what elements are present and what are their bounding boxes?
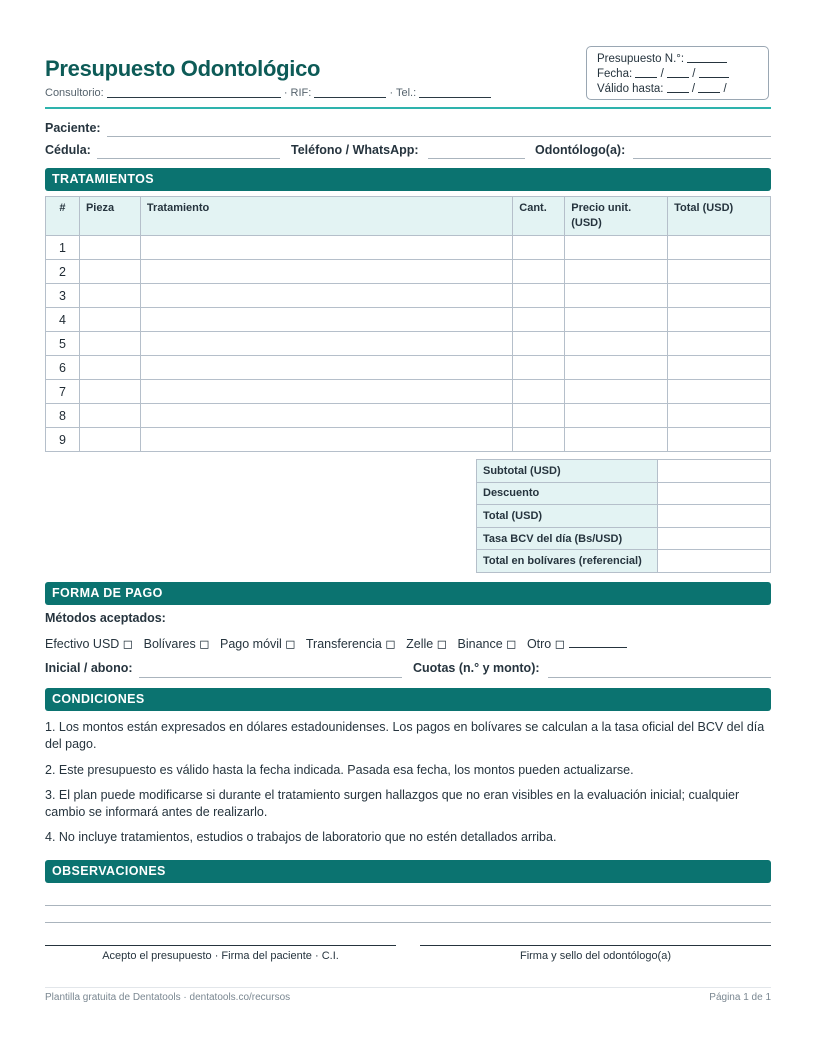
footer-credit: Plantilla gratuita de Dentatools · dentatools.co/recursos	[45, 992, 291, 1003]
tooth-cell[interactable]	[79, 308, 140, 332]
footer-divider	[45, 987, 771, 988]
total-cell[interactable]	[668, 284, 771, 308]
patient-signature-line[interactable]	[45, 945, 396, 946]
tel-field[interactable]	[419, 87, 491, 98]
totals-value-cell[interactable]	[658, 460, 771, 483]
table-row	[46, 332, 771, 356]
budget-number-label: Presupuesto N.°:	[597, 53, 685, 65]
tooth-cell[interactable]	[79, 284, 140, 308]
totals-row	[477, 505, 771, 528]
consultorio-field[interactable]	[107, 87, 281, 98]
row-number: 6	[46, 356, 80, 380]
row-number: 7	[46, 380, 80, 404]
quantity-cell[interactable]	[513, 404, 565, 428]
date-year-field[interactable]	[699, 67, 729, 78]
quantity-cell[interactable]	[513, 260, 565, 284]
tooth-cell[interactable]	[79, 428, 140, 452]
quantity-cell[interactable]	[513, 236, 565, 260]
treatment-cell[interactable]	[140, 308, 512, 332]
unit-price-cell[interactable]	[565, 380, 668, 404]
tooth-cell[interactable]	[79, 236, 140, 260]
installments-field[interactable]	[548, 676, 771, 678]
unit-price-cell[interactable]	[565, 236, 668, 260]
quantity-cell[interactable]	[513, 380, 565, 404]
quantity-cell[interactable]	[513, 332, 565, 356]
clinic-info-line	[45, 87, 491, 99]
date-month-field[interactable]	[667, 67, 689, 78]
patient-phone-label: Teléfono / WhatsApp:	[291, 143, 419, 157]
dentist-label: Odontólogo(a):	[535, 143, 626, 157]
observations-line[interactable]	[45, 921, 771, 923]
totals-label: Total en bolívares (referencial)	[477, 550, 658, 573]
row-number: 8	[46, 404, 80, 428]
unit-price-cell[interactable]	[565, 308, 668, 332]
patient-name-label: Paciente:	[45, 121, 101, 135]
totals-value-cell[interactable]	[658, 505, 771, 528]
treatment-cell[interactable]	[140, 332, 512, 356]
observations-line[interactable]	[45, 904, 771, 906]
patient-id-label: Cédula:	[45, 143, 91, 157]
quantity-cell[interactable]	[513, 308, 565, 332]
treatment-cell[interactable]	[140, 380, 512, 404]
payment-methods-list	[45, 636, 627, 651]
totals-label: Descuento	[477, 482, 658, 505]
patient-signature-label: Acepto el presupuesto · Firma del paciente · C.I.	[102, 950, 339, 962]
budget-page	[45, 0, 771, 1056]
date-separator: /	[692, 68, 696, 80]
method-other-field[interactable]	[569, 637, 627, 648]
table-row	[46, 356, 771, 380]
tooth-cell[interactable]	[79, 404, 140, 428]
method-cash-usd[interactable]: Efectivo USD ◻	[45, 637, 134, 651]
page-title: Presupuesto Odontológico	[45, 56, 321, 81]
treatments-table	[45, 196, 771, 452]
totals-row	[477, 482, 771, 505]
date-separator: /	[660, 68, 664, 80]
method-zelle[interactable]: Zelle ◻	[406, 637, 448, 651]
totals-value-cell[interactable]	[658, 527, 771, 550]
observations-section-header: OBSERVACIONES	[45, 860, 771, 883]
col-tooth: Pieza	[79, 197, 140, 236]
unit-price-cell[interactable]	[565, 428, 668, 452]
unit-price-cell[interactable]	[565, 356, 668, 380]
treatments-section-header: TRATAMIENTOS	[45, 168, 771, 191]
date-label: Fecha:	[597, 68, 633, 80]
tooth-cell[interactable]	[79, 260, 140, 284]
treatment-cell[interactable]	[140, 284, 512, 308]
totals-value-cell[interactable]	[658, 482, 771, 505]
patient-phone-field[interactable]	[428, 157, 525, 159]
method-pago-movil[interactable]: Pago móvil ◻	[220, 637, 296, 651]
patient-id-field[interactable]	[97, 157, 280, 159]
table-row	[46, 404, 771, 428]
treatment-cell[interactable]	[140, 260, 512, 284]
payment-section-header: FORMA DE PAGO	[45, 582, 771, 605]
total-cell[interactable]	[668, 260, 771, 284]
treatment-cell[interactable]	[140, 428, 512, 452]
total-cell[interactable]	[668, 404, 771, 428]
table-row	[46, 308, 771, 332]
tooth-cell[interactable]	[79, 332, 140, 356]
col-total: Total (USD)	[668, 197, 771, 236]
totals-table	[476, 459, 771, 573]
valid-month-field[interactable]	[698, 82, 720, 93]
totals-row	[477, 527, 771, 550]
date-day-field[interactable]	[635, 67, 657, 78]
tooth-cell[interactable]	[79, 356, 140, 380]
totals-row	[477, 460, 771, 483]
patient-name-field[interactable]	[107, 135, 771, 137]
total-cell[interactable]	[668, 428, 771, 452]
col-quantity: Cant.	[513, 197, 565, 236]
table-row	[46, 236, 771, 260]
totals-label: Subtotal (USD)	[477, 460, 658, 483]
table-row	[46, 260, 771, 284]
totals-row	[477, 550, 771, 573]
totals-label: Total (USD)	[477, 505, 658, 528]
tel-label: · Tel.:	[389, 87, 417, 99]
row-number: 1	[46, 236, 80, 260]
col-unit-price: Precio unit. (USD)	[565, 197, 668, 236]
dentist-signature-label: Firma y sello del odontólogo(a)	[519, 950, 672, 962]
condition-item: 3. El plan puede modificarse si durante el tratamiento surgen hallazgos que no eran visibles en la evaluación inicial; cualquier cambio se informará antes de realizarlo.	[45, 788, 740, 819]
valid-day-field[interactable]	[667, 82, 689, 93]
col-treatment: Tratamiento	[140, 197, 512, 236]
condition-item: 1. Los montos están expresados en dólares estadounidenses. Los pagos en bolívares se calculan a la tasa oficial del BCV del día del pago.	[45, 720, 765, 751]
condition-item: 2. Este presupuesto es válido hasta la fecha indicada. Pasada esa fecha, los montos pueden actualizarse.	[45, 763, 634, 777]
row-number: 2	[46, 260, 80, 284]
consultorio-label: Consultorio:	[45, 87, 104, 99]
totals-value-cell[interactable]	[658, 550, 771, 573]
method-binance[interactable]: Binance ◻	[457, 637, 517, 651]
total-cell[interactable]	[668, 236, 771, 260]
table-row	[46, 428, 771, 452]
col-number: #	[46, 197, 80, 236]
row-number: 3	[46, 284, 80, 308]
valid-until-label: Válido hasta:	[597, 83, 664, 95]
total-cell[interactable]	[668, 380, 771, 404]
down-payment-label: Inicial / abono:	[45, 661, 133, 675]
method-other[interactable]: Otro ◻	[526, 637, 566, 651]
method-transfer[interactable]: Transferencia ◻	[305, 637, 396, 651]
unit-price-cell[interactable]	[565, 404, 668, 428]
rif-label: · RIF:	[283, 87, 312, 99]
quantity-cell[interactable]	[513, 356, 565, 380]
table-row	[46, 284, 771, 308]
treatment-cell[interactable]	[140, 404, 512, 428]
quantity-cell[interactable]	[513, 284, 565, 308]
unit-price-cell[interactable]	[565, 284, 668, 308]
row-number: 4	[46, 308, 80, 332]
row-number: 5	[46, 332, 80, 356]
treatment-cell[interactable]	[140, 356, 512, 380]
total-cell[interactable]	[668, 356, 771, 380]
payment-methods-label: Métodos aceptados:	[45, 611, 166, 625]
unit-price-cell[interactable]	[565, 332, 668, 356]
totals-label: Tasa BCV del día (Bs/USD)	[477, 527, 658, 550]
footer-page-number: Página 1 de 1	[709, 992, 771, 1003]
condition-item: 4. No incluye tratamientos, estudios o trabajos de laboratorio que no estén detallados arriba.	[45, 830, 557, 844]
row-number: 9	[46, 428, 80, 452]
total-cell[interactable]	[668, 308, 771, 332]
table-header-row	[46, 197, 771, 236]
treatment-cell[interactable]	[140, 236, 512, 260]
total-cell[interactable]	[668, 332, 771, 356]
date-separator: /	[723, 83, 727, 95]
rif-field[interactable]	[314, 87, 386, 98]
budget-meta-box	[586, 46, 769, 100]
header-divider	[45, 107, 771, 109]
dentist-field[interactable]	[633, 157, 771, 159]
method-bolivares[interactable]: Bolívares ◻	[143, 637, 210, 651]
installments-label: Cuotas (n.° y monto):	[413, 661, 540, 675]
table-row	[46, 380, 771, 404]
dentist-signature-line[interactable]	[420, 945, 771, 946]
date-separator: /	[691, 83, 696, 95]
conditions-section-header: CONDICIONES	[45, 688, 771, 711]
down-payment-field[interactable]	[139, 676, 402, 678]
budget-number-field[interactable]	[687, 52, 727, 63]
tooth-cell[interactable]	[79, 380, 140, 404]
unit-price-cell[interactable]	[565, 260, 668, 284]
quantity-cell[interactable]	[513, 428, 565, 452]
